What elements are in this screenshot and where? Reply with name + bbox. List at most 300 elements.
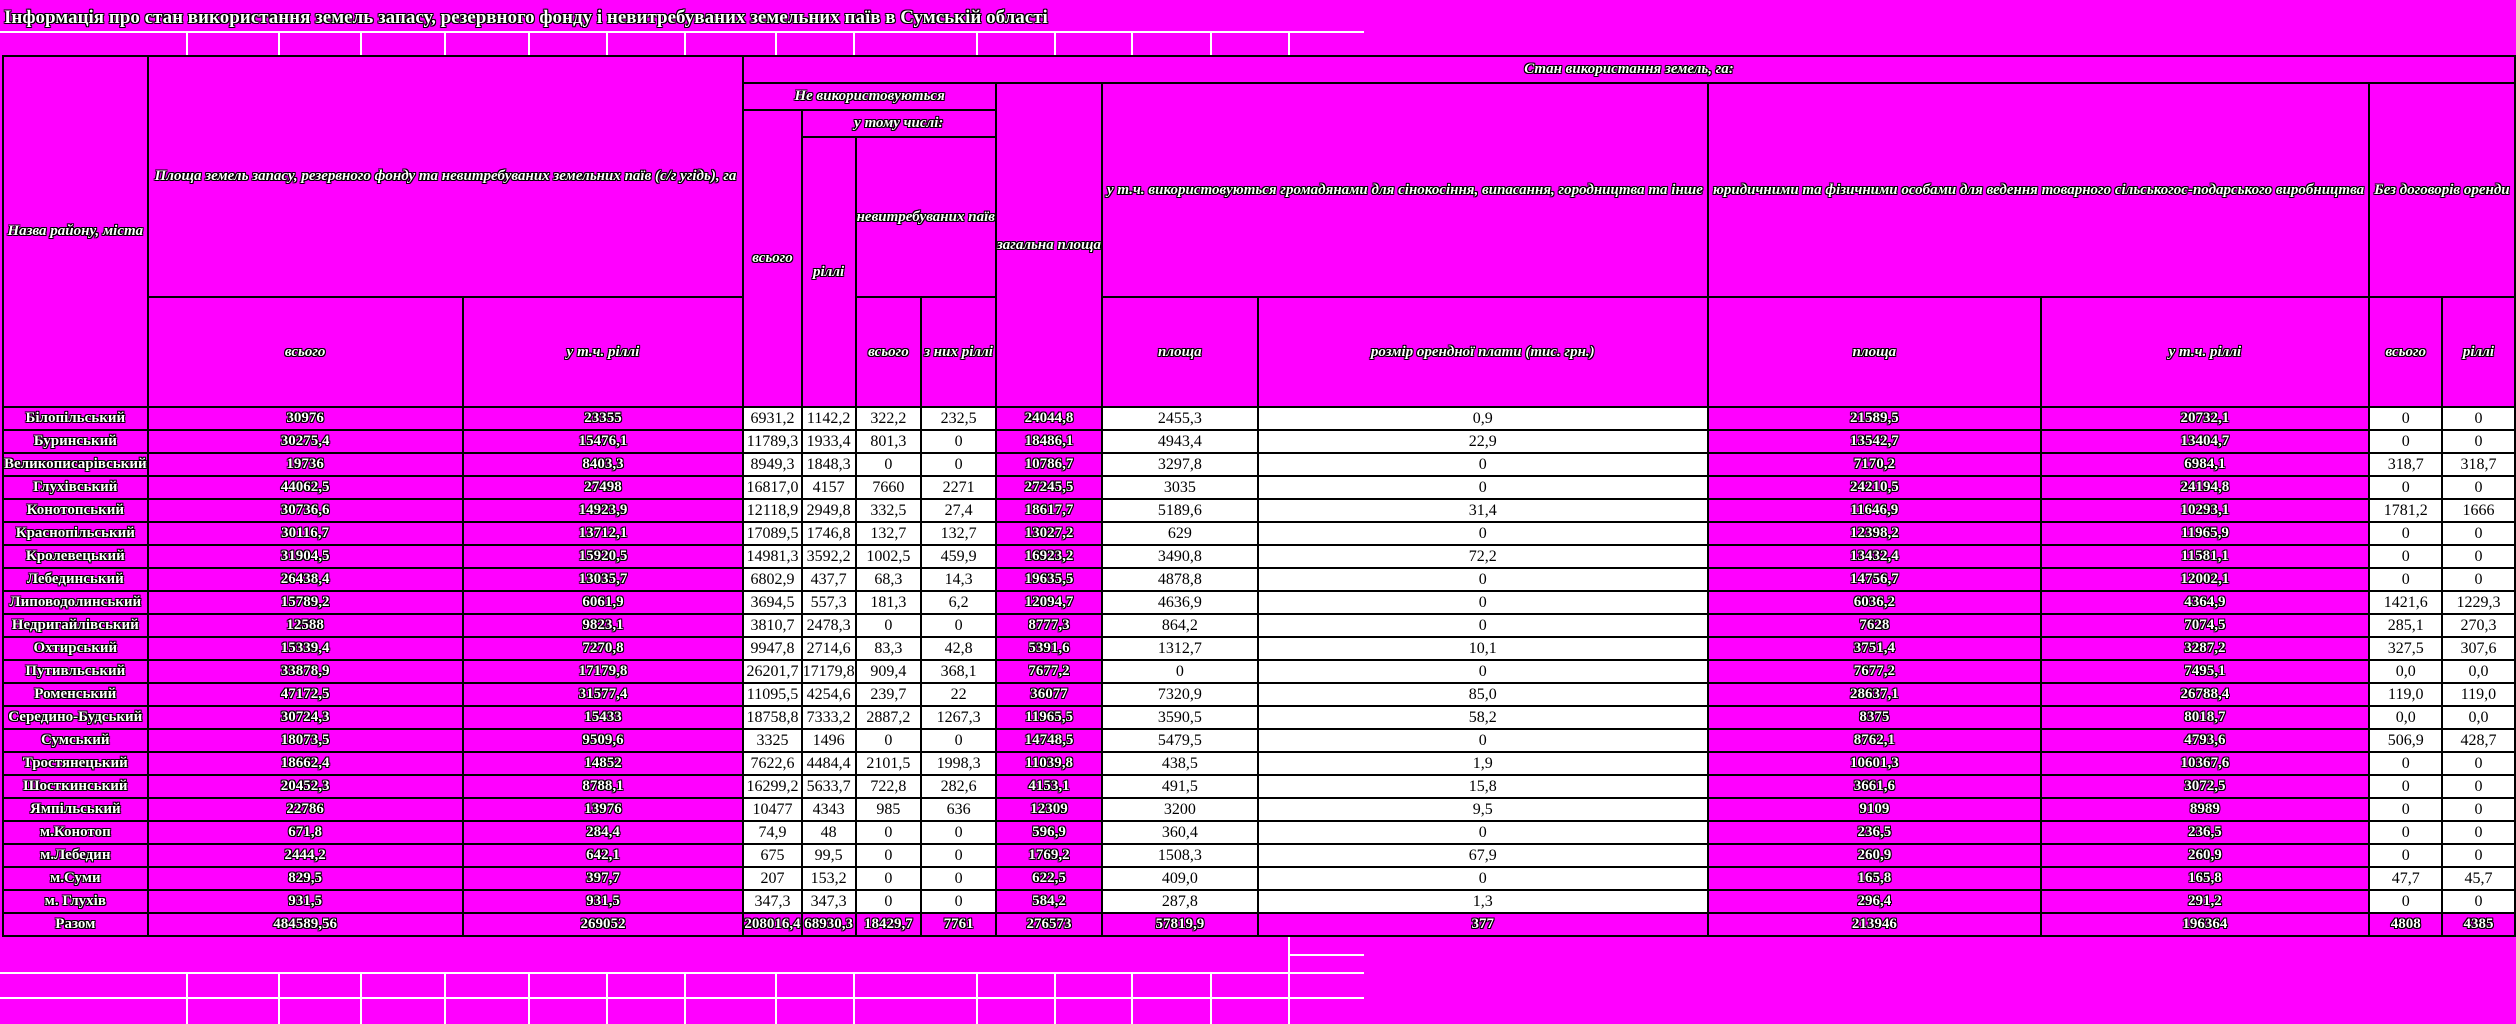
table-cell: 13404,7 (2041, 430, 2369, 453)
table-cell: 2949,8 (802, 499, 856, 522)
table-cell: 0 (921, 890, 996, 913)
table-cell: 18758,8 (743, 706, 801, 729)
table-cell: 3592,2 (802, 545, 856, 568)
table-cell: 0 (2369, 430, 2442, 453)
table-cell: 11965,5 (996, 706, 1102, 729)
district-name-cell: Кролевецький (3, 545, 148, 568)
table-cell: 4364,9 (2041, 591, 2369, 614)
table-cell: 14748,5 (996, 729, 1102, 752)
table-cell: 0,0 (2369, 706, 2442, 729)
district-name-cell: Роменський (3, 683, 148, 706)
table-row (3, 844, 2515, 867)
table-cell: 318,7 (2369, 453, 2442, 476)
table-cell: 11789,3 (743, 430, 801, 453)
header-incl: у тому числі: (802, 110, 996, 137)
district-name-cell: Великописарівський (3, 453, 148, 476)
table-cell: 83,3 (856, 637, 922, 660)
header-leg-area: площа (1708, 297, 2041, 407)
table-cell: 0 (921, 867, 996, 890)
table-cell: 4484,4 (802, 752, 856, 775)
table-cell: 7270,8 (463, 637, 744, 660)
table-row (3, 568, 2515, 591)
table-cell: 0 (1258, 522, 1708, 545)
table-cell: 6036,2 (1708, 591, 2041, 614)
table-cell: 58,2 (1258, 706, 1708, 729)
table-cell: 24044,8 (996, 407, 1102, 430)
table-cell: 0 (1258, 821, 1708, 844)
table-cell: 24210,5 (1708, 476, 2041, 499)
table-cell: 8762,1 (1708, 729, 2041, 752)
table-cell: 7074,5 (2041, 614, 2369, 637)
table-cell: 557,3 (802, 591, 856, 614)
table-cell: 287,8 (1102, 890, 1258, 913)
table-row (3, 683, 2515, 706)
table-row (3, 660, 2515, 683)
table-cell: 85,0 (1258, 683, 1708, 706)
table-cell: 276573 (996, 913, 1102, 936)
table-cell: 368,1 (921, 660, 996, 683)
header-area-arable: у т.ч. ріллі (463, 297, 744, 407)
table-cell: 1142,2 (802, 407, 856, 430)
table-cell: 236,5 (2041, 821, 2369, 844)
table-cell: 12398,2 (1708, 522, 2041, 545)
table-cell: 11646,9 (1708, 499, 2041, 522)
header-nu-arable: ріллі (802, 137, 856, 407)
table-cell: 12309 (996, 798, 1102, 821)
table-cell: 20452,3 (148, 775, 463, 798)
table-cell: 931,5 (463, 890, 744, 913)
table-cell: 0 (921, 844, 996, 867)
table-cell: 8989 (2041, 798, 2369, 821)
table-cell: 459,9 (921, 545, 996, 568)
table-cell: 207 (743, 867, 801, 890)
table-cell: 11965,9 (2041, 522, 2369, 545)
table-cell: 296,4 (1708, 890, 2041, 913)
table-cell: 1312,7 (1102, 637, 1258, 660)
table-cell: 19736 (148, 453, 463, 476)
table-cell: 0,9 (1258, 407, 1708, 430)
table-cell: 9109 (1708, 798, 2041, 821)
table-cell: 675 (743, 844, 801, 867)
district-name-cell: Недригайлівський (3, 614, 148, 637)
table-cell: 20732,1 (2041, 407, 2369, 430)
table-cell: 0 (2442, 522, 2514, 545)
table-row (3, 752, 2515, 775)
table-cell: 0 (2442, 407, 2514, 430)
table-cell: 0 (856, 844, 922, 867)
table-row (3, 430, 2515, 453)
table-cell: 360,4 (1102, 821, 1258, 844)
table-row (3, 453, 2515, 476)
table-cell: 0 (2369, 890, 2442, 913)
district-name-cell: м.Лебедин (3, 844, 148, 867)
table-cell: 0 (856, 821, 922, 844)
table-cell: 397,7 (463, 867, 744, 890)
table-cell: 3810,7 (743, 614, 801, 637)
table-cell: 9823,1 (463, 614, 744, 637)
table-cell: 3200 (1102, 798, 1258, 821)
table-row (3, 706, 2515, 729)
table-cell: 45,7 (2442, 867, 2514, 890)
table-cell: 30275,4 (148, 430, 463, 453)
table-cell: 1998,3 (921, 752, 996, 775)
table-cell: 284,4 (463, 821, 744, 844)
table-cell: 801,3 (856, 430, 922, 453)
table-cell: 0 (1258, 614, 1708, 637)
table-cell: 0 (2442, 430, 2514, 453)
table-cell: 13712,1 (463, 522, 744, 545)
table-cell: 985 (856, 798, 922, 821)
table-cell: 16299,2 (743, 775, 801, 798)
table-cell: 636 (921, 798, 996, 821)
table-cell: 1781,2 (2369, 499, 2442, 522)
table-row (3, 476, 2515, 499)
table-cell: 0 (856, 867, 922, 890)
table-cell: 30116,7 (148, 522, 463, 545)
table-cell: 9509,6 (463, 729, 744, 752)
table-cell: 7495,1 (2041, 660, 2369, 683)
table-cell: 629 (1102, 522, 1258, 545)
table-cell: 0 (2442, 568, 2514, 591)
table-cell: 181,3 (856, 591, 922, 614)
table-cell: 0 (2442, 821, 2514, 844)
table-cell: 0 (1258, 591, 1708, 614)
land-use-table (2, 55, 2516, 937)
table-row (3, 614, 2515, 637)
table-cell: 3325 (743, 729, 801, 752)
table-cell: 26438,4 (148, 568, 463, 591)
table-cell: 6,2 (921, 591, 996, 614)
table-cell: 5633,7 (802, 775, 856, 798)
table-cell: 282,6 (921, 775, 996, 798)
table-cell: 285,1 (2369, 614, 2442, 637)
table-cell: 5189,6 (1102, 499, 1258, 522)
table-cell: 7333,2 (802, 706, 856, 729)
table-cell: 428,7 (2442, 729, 2514, 752)
table-cell: 0 (856, 890, 922, 913)
header-unc-all: всього (856, 297, 922, 407)
header-area-all: всього (148, 297, 463, 407)
table-cell: 14756,7 (1708, 568, 2041, 591)
table-cell: 68,3 (856, 568, 922, 591)
table-cell: 506,9 (2369, 729, 2442, 752)
table-cell: 18486,1 (996, 430, 1102, 453)
table-cell: 0 (2369, 775, 2442, 798)
header-legal: юридичними та фізичними особами для ведення товарного сільськогос-подарського виробництва (1708, 83, 2369, 297)
table-row (3, 499, 2515, 522)
table-cell: 4636,9 (1102, 591, 1258, 614)
table-cell: 13027,2 (996, 522, 1102, 545)
table-row (3, 798, 2515, 821)
district-name-cell: Сумський (3, 729, 148, 752)
header-total-area: загальна площа (996, 83, 1102, 407)
table-cell: 18662,4 (148, 752, 463, 775)
table-cell: 1496 (802, 729, 856, 752)
table-cell: 1267,3 (921, 706, 996, 729)
table-cell: 18073,5 (148, 729, 463, 752)
table-cell: 0 (2369, 407, 2442, 430)
table-cell: 22786 (148, 798, 463, 821)
table-cell: 2714,6 (802, 637, 856, 660)
district-name-cell: Разом (3, 913, 148, 936)
table-cell: 2271 (921, 476, 996, 499)
table-cell: 10,1 (1258, 637, 1708, 660)
table-cell: 14,3 (921, 568, 996, 591)
district-name-cell: Лебединський (3, 568, 148, 591)
table-cell: 260,9 (2041, 844, 2369, 867)
table-cell: 6984,1 (2041, 453, 2369, 476)
table-cell: 11095,5 (743, 683, 801, 706)
table-cell: 67,9 (1258, 844, 1708, 867)
table-cell: 0 (921, 729, 996, 752)
table-cell: 7628 (1708, 614, 2041, 637)
table-cell: 9947,8 (743, 637, 801, 660)
table-cell: 0 (921, 614, 996, 637)
table-cell: 15433 (463, 706, 744, 729)
table-cell: 3287,2 (2041, 637, 2369, 660)
district-name-cell: м. Глухів (3, 890, 148, 913)
table-cell: 291,2 (2041, 890, 2369, 913)
table-cell: 119,0 (2369, 683, 2442, 706)
header-nc-arable: ріллі (2442, 297, 2514, 407)
table-cell: 12118,9 (743, 499, 801, 522)
table-cell: 17179,8 (463, 660, 744, 683)
header-state: Стан використання земель, га: (743, 56, 2514, 83)
header-not-used: Не використовуються (743, 83, 996, 110)
table-cell: 42,8 (921, 637, 996, 660)
table-cell: 8788,1 (463, 775, 744, 798)
table-cell: 17179,8 (802, 660, 856, 683)
table-cell: 48 (802, 821, 856, 844)
table-cell: 99,5 (802, 844, 856, 867)
table-cell: 15339,4 (148, 637, 463, 660)
table-cell: 10293,1 (2041, 499, 2369, 522)
table-cell: 0 (856, 729, 922, 752)
table-cell: 0 (1258, 476, 1708, 499)
table-cell: 438,5 (1102, 752, 1258, 775)
table-cell: 307,6 (2442, 637, 2514, 660)
table-cell: 22 (921, 683, 996, 706)
table-cell: 4385 (2442, 913, 2514, 936)
district-name-cell: Краснопільський (3, 522, 148, 545)
district-name-cell: Буринський (3, 430, 148, 453)
table-cell: 409,0 (1102, 867, 1258, 890)
table-cell: 31904,5 (148, 545, 463, 568)
table-cell: 7622,6 (743, 752, 801, 775)
table-cell: 8949,3 (743, 453, 801, 476)
table-cell: 5479,5 (1102, 729, 1258, 752)
table-cell: 7660 (856, 476, 922, 499)
table-cell: 72,2 (1258, 545, 1708, 568)
district-name-cell: м.Конотоп (3, 821, 148, 844)
table-cell: 0 (1258, 729, 1708, 752)
table-cell: 4343 (802, 798, 856, 821)
table-cell: 3490,8 (1102, 545, 1258, 568)
table-cell: 0 (2369, 844, 2442, 867)
table-cell: 23355 (463, 407, 744, 430)
table-cell: 0 (2442, 752, 2514, 775)
table-cell: 3072,5 (2041, 775, 2369, 798)
table-cell: 6802,9 (743, 568, 801, 591)
header-district: Назва району, міста (3, 56, 148, 407)
district-name-cell: Білопільський (3, 407, 148, 430)
table-cell: 36077 (996, 683, 1102, 706)
table-cell: 12002,1 (2041, 568, 2369, 591)
table-cell: 132,7 (856, 522, 922, 545)
table-cell: 6061,9 (463, 591, 744, 614)
table-cell: 0 (1258, 568, 1708, 591)
table-cell: 7761 (921, 913, 996, 936)
table-cell: 5391,6 (996, 637, 1102, 660)
header-cit-rent: розмір орендної плати (тис. грн.) (1258, 297, 1708, 407)
table-cell: 2101,5 (856, 752, 922, 775)
table-cell: 14981,3 (743, 545, 801, 568)
table-cell: 0 (921, 821, 996, 844)
table-cell: 28637,1 (1708, 683, 2041, 706)
table-cell: 622,5 (996, 867, 1102, 890)
table-cell: 909,4 (856, 660, 922, 683)
table-cell: 829,5 (148, 867, 463, 890)
table-cell: 269052 (463, 913, 744, 936)
table-cell: 22,9 (1258, 430, 1708, 453)
table-cell: 0,0 (2369, 660, 2442, 683)
table-cell: 0,0 (2442, 706, 2514, 729)
table-cell: 671,8 (148, 821, 463, 844)
table-cell: 196364 (2041, 913, 2369, 936)
district-name-cell: Тростянецький (3, 752, 148, 775)
table-row (3, 637, 2515, 660)
table-cell: 0 (856, 453, 922, 476)
table-cell: 722,8 (856, 775, 922, 798)
table-cell: 4254,6 (802, 683, 856, 706)
table-cell: 1746,8 (802, 522, 856, 545)
table-cell: 165,8 (1708, 867, 2041, 890)
district-name-cell: Конотопський (3, 499, 148, 522)
table-row (3, 821, 2515, 844)
table-cell: 4157 (802, 476, 856, 499)
table-cell: 0 (1258, 453, 1708, 476)
district-name-cell: Путивльський (3, 660, 148, 683)
district-name-cell: Охтирський (3, 637, 148, 660)
table-cell: 1666 (2442, 499, 2514, 522)
table-cell: 4793,6 (2041, 729, 2369, 752)
table-cell: 14923,9 (463, 499, 744, 522)
table-cell: 491,5 (1102, 775, 1258, 798)
table-cell: 33878,9 (148, 660, 463, 683)
table-cell: 44062,5 (148, 476, 463, 499)
table-cell: 0 (2369, 568, 2442, 591)
table-cell: 270,3 (2442, 614, 2514, 637)
table-cell: 327,5 (2369, 637, 2442, 660)
table-cell: 0 (2442, 775, 2514, 798)
table-cell: 4153,1 (996, 775, 1102, 798)
table-cell: 208016,4 (743, 913, 801, 936)
table-cell: 16817,0 (743, 476, 801, 499)
table-cell: 10601,3 (1708, 752, 2041, 775)
table-cell: 0 (2369, 545, 2442, 568)
header-leg-arable: у т.ч. ріллі (2041, 297, 2369, 407)
table-cell: 165,8 (2041, 867, 2369, 890)
table-cell: 213946 (1708, 913, 2041, 936)
table-cell: 0 (2442, 798, 2514, 821)
table-row (3, 591, 2515, 614)
table-row (3, 729, 2515, 752)
table-cell: 7677,2 (1708, 660, 2041, 683)
total-row (3, 913, 2515, 936)
table-cell: 10367,6 (2041, 752, 2369, 775)
table-cell: 11581,1 (2041, 545, 2369, 568)
table-cell: 13542,7 (1708, 430, 2041, 453)
table-cell: 16923,2 (996, 545, 1102, 568)
table-row (3, 522, 2515, 545)
table-cell: 26788,4 (2041, 683, 2369, 706)
table-cell: 584,2 (996, 890, 1102, 913)
table-cell: 27245,5 (996, 476, 1102, 499)
table-cell: 0 (2369, 798, 2442, 821)
table-cell: 18429,7 (856, 913, 922, 936)
table-row (3, 775, 2515, 798)
district-name-cell: Середино-Будський (3, 706, 148, 729)
table-cell: 0 (1258, 660, 1708, 683)
table-cell: 239,7 (856, 683, 922, 706)
table-cell: 27,4 (921, 499, 996, 522)
table-cell: 0 (2442, 844, 2514, 867)
table-cell: 15920,5 (463, 545, 744, 568)
table-cell: 31,4 (1258, 499, 1708, 522)
table-cell: 347,3 (743, 890, 801, 913)
table-cell: 27498 (463, 476, 744, 499)
table-cell: 0 (921, 430, 996, 453)
table-row (3, 890, 2515, 913)
table-cell: 4878,8 (1102, 568, 1258, 591)
table-cell: 30976 (148, 407, 463, 430)
page-title: Інформація про стан використання земель запасу, резервного фонду і невитребуваних земельних паїв в Сумській області (4, 7, 1048, 28)
table-cell: 15,8 (1258, 775, 1708, 798)
table-cell: 0 (2369, 752, 2442, 775)
header-unclaimed: невитребуваних паїв (856, 137, 996, 297)
table-cell: 8375 (1708, 706, 2041, 729)
table-cell: 7170,2 (1708, 453, 2041, 476)
header-citizens: у т.ч. використовуються громадянами для сінокосіння, випасання, городництва та інше (1102, 83, 1708, 297)
table-cell: 11039,8 (996, 752, 1102, 775)
table-cell: 2455,3 (1102, 407, 1258, 430)
table-cell: 13432,4 (1708, 545, 2041, 568)
table-cell: 8018,7 (2041, 706, 2369, 729)
table-cell: 19635,5 (996, 568, 1102, 591)
table-cell: 12094,7 (996, 591, 1102, 614)
table-cell: 132,7 (921, 522, 996, 545)
table-cell: 10477 (743, 798, 801, 821)
header-cit-area: площа (1102, 297, 1258, 407)
table-cell: 4808 (2369, 913, 2442, 936)
table-cell: 332,5 (856, 499, 922, 522)
table-cell: 1,9 (1258, 752, 1708, 775)
table-cell: 3035 (1102, 476, 1258, 499)
table-cell: 57819,9 (1102, 913, 1258, 936)
table-cell: 0 (2442, 545, 2514, 568)
table-cell: 7320,9 (1102, 683, 1258, 706)
table-cell: 2887,2 (856, 706, 922, 729)
table-cell: 47,7 (2369, 867, 2442, 890)
table-cell: 26201,7 (743, 660, 801, 683)
table-cell: 74,9 (743, 821, 801, 844)
table-cell: 2444,2 (148, 844, 463, 867)
district-name-cell: Шосткинський (3, 775, 148, 798)
table-cell: 260,9 (1708, 844, 2041, 867)
district-name-cell: Глухівський (3, 476, 148, 499)
table-cell: 0 (2369, 522, 2442, 545)
table-cell: 3297,8 (1102, 453, 1258, 476)
